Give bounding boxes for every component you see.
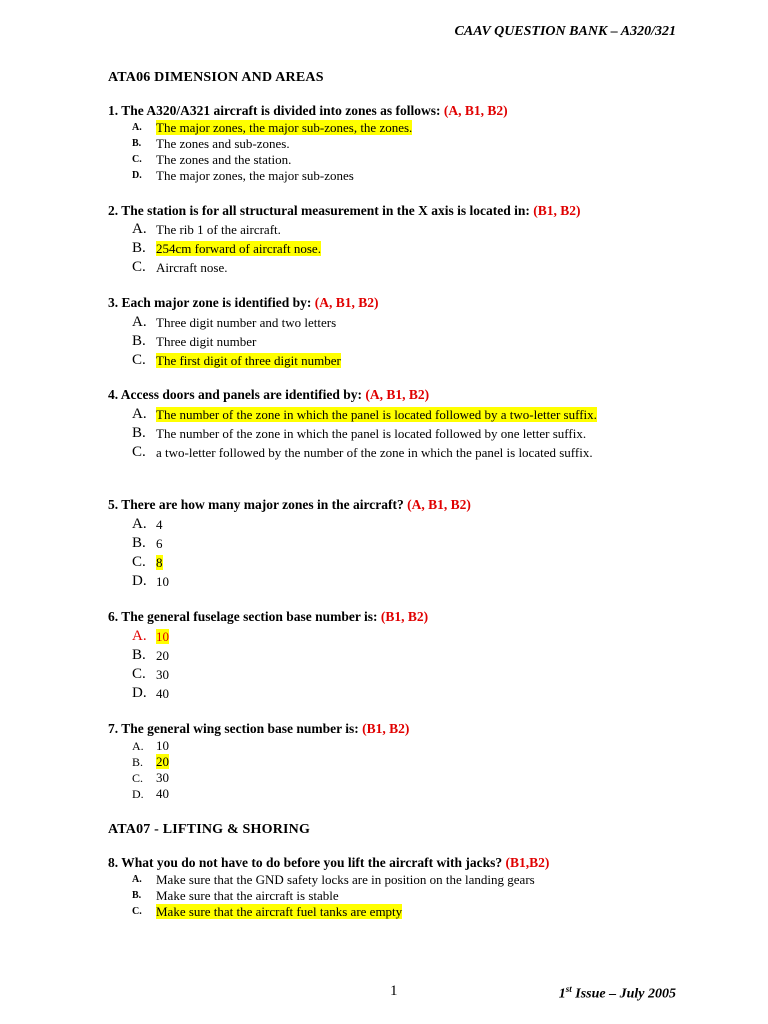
option-letter: B. — [132, 138, 142, 149]
option-text: The number of the zone in which the panel is located followed by one letter suffix. — [156, 426, 587, 441]
question-text: The general fuselage section base number is: — [121, 609, 378, 624]
option-letter: A. — [132, 739, 144, 753]
option-b — [132, 424, 680, 443]
option-text: The zones and the station. — [156, 152, 292, 167]
option-text: The number of the zone in which the panel is located followed by a two-letter suffix. — [156, 407, 597, 422]
question-number: 8. — [108, 855, 119, 870]
option-b — [132, 239, 680, 258]
option-b — [132, 888, 680, 904]
question-8 — [108, 855, 549, 871]
issue-suffix: st — [565, 984, 572, 994]
option-letter: D. — [132, 685, 147, 701]
option-a — [132, 313, 680, 332]
question-text: The general wing section base number is: — [121, 721, 359, 736]
option-a — [132, 220, 680, 239]
question-1 — [108, 103, 508, 119]
option-text: Make sure that the aircraft is stable — [156, 888, 339, 903]
option-c — [132, 351, 680, 370]
option-letter: A. — [132, 874, 142, 885]
question-7 — [108, 721, 409, 737]
option-text: The rib 1 of the aircraft. — [156, 222, 281, 237]
option-letter: A. — [132, 122, 142, 133]
option-letter: D. — [132, 573, 147, 589]
option-a — [132, 738, 680, 754]
option-letter: A. — [132, 516, 147, 532]
issue-info — [559, 984, 676, 1003]
option-a — [132, 405, 680, 424]
option-letter: A. — [132, 314, 147, 330]
question-number: 5. — [108, 497, 119, 512]
issue-rest: Issue – July 2005 — [571, 986, 676, 1002]
question-text: Access doors and panels are identified by: — [120, 387, 363, 402]
option-letter: B. — [132, 755, 144, 769]
option-letter: A. — [132, 628, 147, 644]
option-text: 4 — [156, 517, 163, 532]
option-text: 10 — [156, 629, 169, 644]
option-text: 40 — [156, 786, 169, 801]
option-text: Three digit number and two letters — [156, 315, 337, 330]
option-text: Aircraft nose. — [156, 260, 228, 275]
option-letter: A. — [132, 221, 147, 237]
option-text: 20 — [156, 648, 169, 663]
option-letter: D. — [132, 787, 144, 801]
question-number: 2. — [108, 203, 119, 218]
option-d — [132, 684, 680, 703]
option-text: 20 — [156, 754, 169, 769]
option-text: 30 — [156, 770, 169, 785]
question-number: 1. — [108, 103, 119, 118]
option-letter: B. — [132, 535, 146, 551]
option-d — [132, 572, 680, 591]
question-text: The A320/A321 aircraft is divided into zones as follows: — [121, 103, 441, 118]
option-letter: C. — [132, 906, 142, 917]
option-text: 8 — [156, 555, 163, 570]
option-d — [132, 168, 680, 184]
question-4 — [108, 387, 429, 403]
option-c — [132, 443, 680, 462]
option-text: 30 — [156, 667, 169, 682]
option-letter: C. — [132, 666, 146, 682]
question-6 — [108, 609, 428, 625]
section-title-ata06: ATA06 DIMENSION AND AREAS — [108, 70, 324, 85]
question-tag: (A, B1, B2) — [443, 103, 508, 118]
question-tag: (A, B1, B2) — [365, 387, 430, 402]
question-4-options — [132, 405, 680, 462]
option-letter: C. — [132, 771, 144, 785]
option-text: Make sure that the aircraft fuel tanks are empty — [156, 904, 403, 919]
option-text: Three digit number — [156, 334, 257, 349]
option-text: The major zones, the major sub-zones — [156, 168, 354, 183]
question-number: 4. — [108, 387, 119, 402]
option-c — [132, 904, 680, 920]
option-c — [132, 770, 680, 786]
option-c — [132, 152, 680, 168]
option-letter: C. — [132, 154, 142, 165]
question-5 — [108, 497, 471, 513]
option-b — [132, 332, 680, 351]
option-letter: C. — [132, 352, 146, 368]
option-letter: B. — [132, 240, 146, 256]
option-text: a two-letter followed by the number of the zone in which the panel is located suffix. — [156, 445, 593, 460]
page-number: 1 — [390, 983, 398, 999]
issue-ordinal: 1 — [558, 986, 566, 1002]
question-2-options — [132, 220, 680, 277]
question-tag: (A, B1, B2) — [407, 497, 471, 512]
option-letter: C. — [132, 259, 146, 275]
question-text: The station is for all structural measurement in the X axis is located in: — [121, 203, 530, 218]
option-c — [132, 258, 680, 277]
question-number: 3. — [108, 295, 119, 310]
question-tag: (B1, B2) — [533, 203, 581, 218]
question-tag: (B1, B2) — [362, 721, 410, 736]
question-text: What you do not have to do before you lift the aircraft with jacks? — [121, 855, 503, 870]
option-a — [132, 872, 680, 888]
question-5-options — [132, 515, 680, 591]
question-6-options — [132, 627, 680, 703]
option-text: The major zones, the major sub-zones, the zones. — [156, 120, 413, 135]
question-7-options — [132, 738, 680, 802]
option-d — [132, 786, 680, 802]
option-text: 10 — [156, 738, 169, 753]
option-c — [132, 553, 680, 572]
question-2 — [108, 203, 581, 219]
section-title-ata07: ATA07 - LIFTING & SHORING — [108, 822, 311, 837]
option-letter: C. — [132, 444, 146, 460]
question-tag: (A, B1, B2) — [314, 295, 379, 310]
option-b — [132, 136, 680, 152]
question-3-options — [132, 313, 680, 370]
question-text: Each major zone is identified by: — [121, 295, 312, 310]
option-text: 10 — [156, 574, 169, 589]
option-c — [132, 665, 680, 684]
question-tag: (B1,B2) — [505, 855, 550, 870]
option-a — [132, 120, 680, 136]
option-a — [132, 627, 680, 646]
option-letter: D. — [132, 170, 142, 181]
option-letter: B. — [132, 647, 146, 663]
option-text: 40 — [156, 686, 169, 701]
option-letter: B. — [132, 333, 146, 349]
question-number: 7. — [108, 721, 119, 736]
question-3 — [108, 295, 379, 311]
question-number: 6. — [108, 609, 119, 624]
question-text: There are how many major zones in the aircraft? — [121, 497, 404, 512]
option-letter: C. — [132, 554, 146, 570]
option-text: Make sure that the GND safety locks are in position on the landing gears — [156, 872, 535, 887]
option-b — [132, 534, 680, 553]
option-b — [132, 646, 680, 665]
option-text: The zones and sub-zones. — [156, 136, 290, 151]
question-1-options — [132, 120, 680, 184]
option-text: 6 — [156, 536, 163, 551]
option-b — [132, 754, 680, 770]
option-letter: B. — [132, 425, 146, 441]
option-letter: A. — [132, 406, 147, 422]
question-8-options — [132, 872, 680, 920]
question-tag: (B1, B2) — [380, 609, 429, 624]
option-text: 254cm forward of aircraft nose. — [156, 241, 321, 256]
document-header: CAAV QUESTION BANK – A320/321 — [454, 24, 676, 39]
option-letter: B. — [132, 890, 142, 901]
option-text: The first digit of three digit number — [156, 353, 341, 368]
option-a — [132, 515, 680, 534]
